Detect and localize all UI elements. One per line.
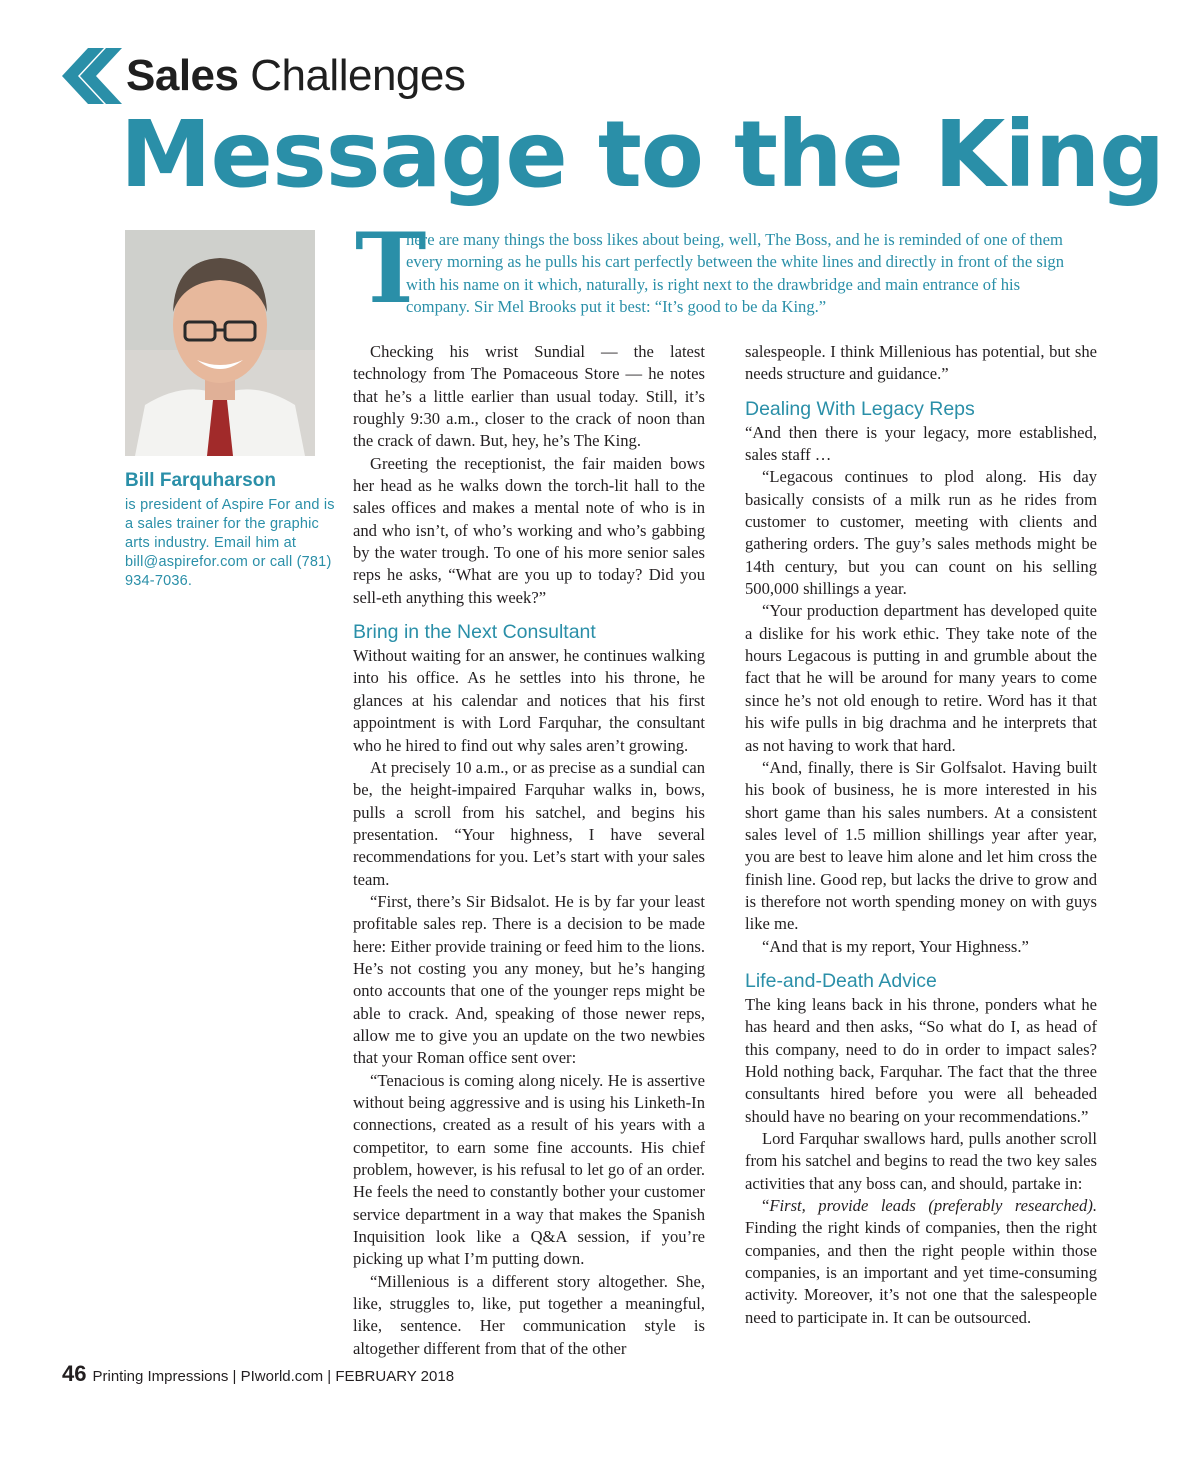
section-header — [62, 46, 465, 106]
paragraph: Greeting the receptionist, the fair maiden bows her head as he walks down the torch-lit hall to the sales offices and makes a mental note of who is in and who isn’t, of who’s working and who’s gabbing by the water trough. To one of his more senior sales reps he asks, “What are you up to today? Did you sell-eth anything this week?” — [353, 453, 705, 607]
column-left — [353, 341, 705, 1360]
section-label-bold: Sales — [126, 51, 239, 100]
paragraph: “And that is my report, Your Highness.” — [762, 936, 1029, 956]
paragraph: “First, there’s Sir Bidsalot. He is by far your least profitable sales rep. There is a decision to be made here: Either provide training or feed him to the lions. He’s not costing you any money, but he’s hanging onto accounts that one of the younger reps might be able to crack. And, speaking of those newer reps, allow me to give you an update on the two newbies that your Roman office sent over: — [353, 891, 705, 1068]
paragraph-rest: Finding the right kinds of companies, then the right companies, and then the right people within those companies, is an important and yet time-consuming activity. Moreover, it’s not one that the salespeople need to participate in. It can be outsourced. — [745, 1218, 1097, 1327]
column-right — [745, 341, 1097, 1329]
page-footer — [62, 1361, 454, 1387]
paragraph: “Your production department has developed quite a dislike for his work ethic. They take note of the hours Legacous is putting in and grumble about the fact that he will be around for many years to come since he’s not old enough to retire. Word has it that his wife pulls in big drachma and he interprets that as not having to work that hard. — [745, 601, 1097, 755]
paragraph: salespeople. I think Millenious has potential, but she needs structure and guidance.” — [745, 342, 1097, 384]
double-chevron-left-icon — [62, 48, 122, 104]
subheading: Bring in the Next Consultant — [353, 621, 596, 644]
paragraph: “Millenious is a different story altogether. She, like, struggles to, like, put together a meaningful, like, sentence. Her communication style is altogether different from that of the other — [353, 1271, 705, 1358]
subheading: Life-and-Death Advice — [745, 969, 937, 992]
paragraph: “And then there is your legacy, more established, sales staff … — [745, 422, 1097, 465]
paragraph — [745, 1195, 1097, 1329]
drop-cap: T — [355, 212, 427, 325]
paragraph: “And, finally, there is Sir Golfsalot. Having built his book of business, he is more interested in his short game than his sales numbers. At a consistent sales level of 1.5 million shillings year after year, you are best to leave him alone and let him cross the finish line. Good rep, but lacks the drive to grow and is therefore not worth spending money on with guys like me. — [745, 757, 1097, 934]
article-lead — [355, 212, 1075, 325]
author-bio: is president of Aspire For and is a sales trainer for the graphic arts industry. Email him at bill@aspirefor.com or call (781) 934-7036. — [125, 497, 335, 589]
author-photo — [125, 230, 315, 456]
section-label-light: Challenges — [250, 51, 466, 100]
paragraph: Checking his wrist Sundial — the latest technology from The Pomaceous Store — he notes that he’s a little earlier than usual today. Still, it’s roughly 9:30 a.m., closer to the crack of noon than the crack of dawn. But, hey, he’s The King. — [353, 342, 705, 451]
italic-phrase: First, provide leads (preferably researched). — [769, 1196, 1097, 1216]
paragraph: At precisely 10 a.m., or as precise as a sundial can be, the height-impaired Farquhar walks in, bows, pulls a scroll from his satchel, and begins his presentation. “Your highness, I have several recommendations for you. Let’s start with your sales team. — [353, 757, 705, 889]
paragraph: Without waiting for an answer, he continues walking into his office. As he settles into his throne, he glances at his calendar and notices that his first appointment is with Lord Farquhar, the consultant who he hired to find out why sales aren’t growing. — [353, 646, 705, 755]
article-title: Message to the King — [120, 101, 1165, 208]
paragraph: The king leans back in his throne, ponders what he has heard and then asks, “So what do I, as head of this company, need to do in order to impact sales? Hold nothing back, Farquhar. The fact that the three consultants hired before you were all beheaded should have no bearing on your recommendations.” — [745, 994, 1097, 1126]
page-number: 46 — [62, 1361, 87, 1386]
footer-text: Printing Impressions | PIworld.com | FEBRUARY 2018 — [92, 1368, 455, 1385]
author-name: Bill Farquharson — [125, 470, 276, 491]
paragraph: Lord Farquhar swallows hard, pulls another scroll from his satchel and begins to read the two key sales activities that any boss can, and should, partake in: — [745, 1129, 1097, 1193]
quote-mark: “ — [762, 1196, 770, 1216]
author-bio-block — [125, 470, 340, 591]
lead-paragraph: here are many things the boss likes about being, well, The Boss, and he is reminded of one of them every morning as he pulls his cart perfectly between the white lines and directly in front of the sign with his name on it which, naturally, is right next to the drawbridge and main entrance of his company. Sir Mel Brooks put it best: “It’s good to be da King.” — [406, 230, 1065, 316]
subheading: Dealing With Legacy Reps — [745, 397, 975, 420]
paragraph: “Tenacious is coming along nicely. He is assertive without being aggressive and is using his Linketh-In connections, created as a result of his years with a competitor, to earn some fine accounts. His chief problem, however, is his refusal to let go of an order. He feels the need to constantly bother your customer service department in a way that makes the Spanish Inquisition look like a Q&A session, if you’re picking up what I’m putting down. — [353, 1070, 705, 1269]
paragraph: “Legacous continues to plod along. His day basically consists of a milk run as he rides from customer to customer, meeting with clients and gathering orders. The guy’s sales methods might be 14th century, but you can count on his selling 500,000 shillings a year. — [745, 467, 1097, 599]
section-label — [126, 51, 466, 100]
